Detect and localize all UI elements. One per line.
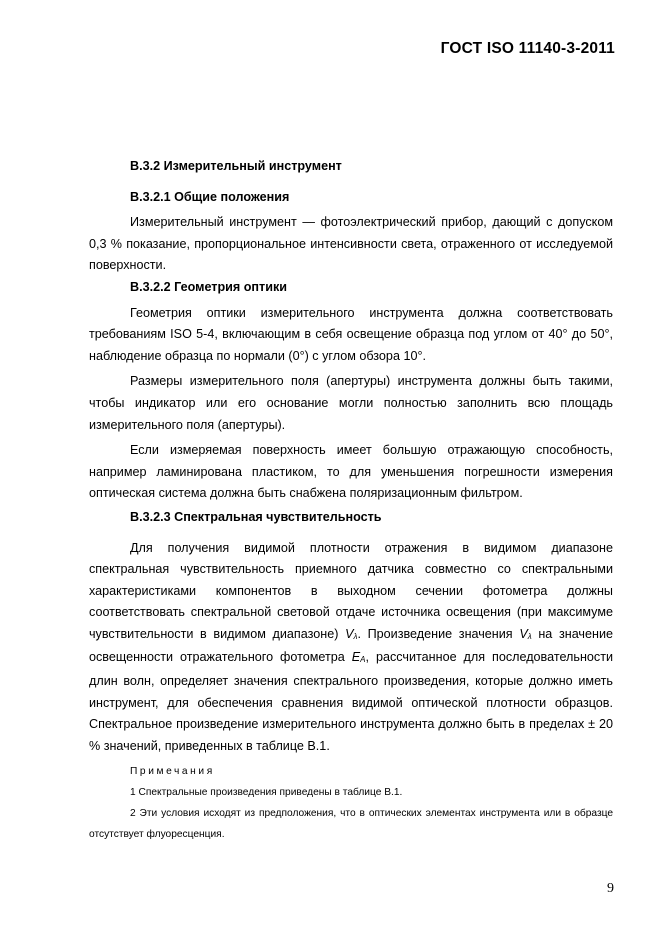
paragraph-geometry-3: Если измеряемая поверхность имеет большую отражающую способность, например ламинирована пластиком, то для уменьшения погрешности измерения оптическая система должна быть снабжена поляризационным фильтром. xyxy=(89,443,613,501)
paragraph-geometry-1: Геометрия оптики измерительного инструмента должна соответствовать требованиям ISO 5-4, включающим в себя освещение образца под углом от 40° до 50°, наблюдение образца по нормали (0°) с углом обзора 10°. xyxy=(89,305,613,363)
note-2: 2 Эти условия исходят из предположения, что в оптических элементах инструмента или в образце отсутствует флуоресценция. xyxy=(89,808,613,841)
spectral-text-b: . Произведение значения xyxy=(357,626,520,641)
spectral-text-a: Для получения видимой плотности отражения в видимом диапазоне спектральная чувствительность приемного датчика совместно со спектральными характеристиками компонентов в выходном сечении фотометра должны соответствовать спектральной световой отдаче источника освещения (при максимуме чувствительности в видимом диапазоне) xyxy=(89,540,613,641)
subsection-heading-spectral: B.3.2.3 Спектральная чувствительность xyxy=(130,509,382,524)
spectral-text-c: на значение освещенности отражательного фотометра xyxy=(89,626,613,665)
symbol-v: Vλ xyxy=(345,626,358,641)
notes-block xyxy=(89,761,613,845)
subsection-heading-general: B.3.2.1 Общие положения xyxy=(130,189,290,204)
paragraph-spectral xyxy=(89,538,613,758)
note-1: 1 Спектральные произведения приведены в таблице В.1. xyxy=(130,787,403,799)
subsection-heading-geometry: B.3.2.2 Геометрия оптики xyxy=(130,279,287,294)
page-number: 9 xyxy=(607,881,614,896)
document-header: ГОСТ ISO 11140-3-2011 xyxy=(440,40,615,57)
spectral-text-d: , рассчитанное для последовательности длин волн, определяет значения спектрального произведения, которые должно иметь инструмент, для обеспечения сравнения видимой оптической плотности образцов. Спектральное произведение измерительного инструмента должно быть в пределах ± 20 % значений, приведенных в таблице В.1. xyxy=(89,650,614,753)
symbol-v-2: Vλ xyxy=(519,626,532,641)
symbol-e: EA xyxy=(351,650,366,665)
document-body xyxy=(89,156,613,845)
paragraph-geometry-2: Размеры измерительного поля (апертуры) инструмента должны быть такими, чтобы индикатор или его основание могли полностью заполнить всю площадь измерительного поля (апертуры). xyxy=(89,374,613,432)
paragraph-general: Измерительный инструмент — фотоэлектрический прибор, дающий с допуском 0,3 % показание, пропорциональное интенсивности света, отраженного от исследуемой поверхности. xyxy=(89,215,613,273)
notes-title: Примечания xyxy=(130,766,215,778)
section-heading: B.3.2 Измерительный инструмент xyxy=(130,159,342,173)
